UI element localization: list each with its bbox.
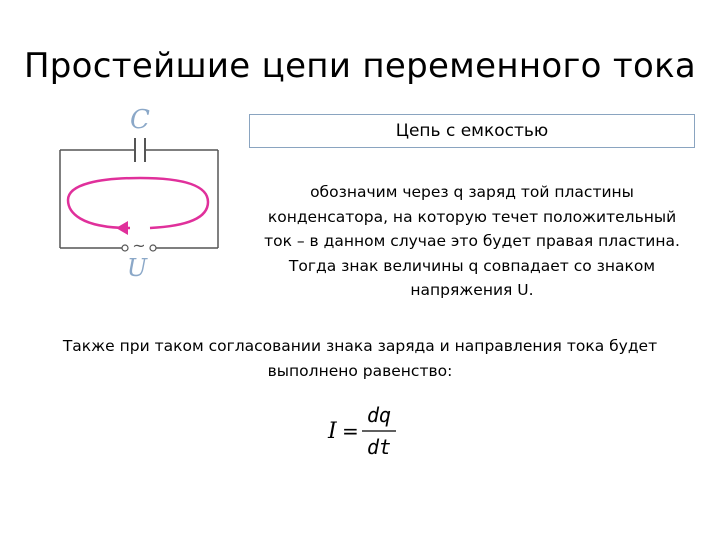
formula-numerator: dq: [366, 403, 392, 427]
current-formula: [322, 400, 402, 462]
equality-intro-paragraph: Также при таком согласовании знака заряда и направления тока будет выполнено равенство:: [62, 337, 658, 380]
slide-title: Простейшие цепи переменного тока: [23, 46, 697, 86]
current-direction-arrow: [68, 178, 208, 235]
capacitor-symbol: [135, 138, 145, 162]
explanation-paragraph: обозначим через q заряд той пластины конденсатора, на которую течет положительный ток – в данном случае это будет правая пластина. Тогда знак величины q совпадает со знаком напряжения U.: [264, 183, 680, 299]
circuit-type-box: Цепь с емкостью: [249, 114, 695, 148]
formula-denominator: dt: [366, 435, 392, 459]
circuit-wires: [60, 150, 218, 248]
formula-equals: =: [342, 419, 359, 443]
ac-source-symbol: [122, 236, 156, 255]
formula-lhs: I: [328, 419, 337, 444]
capacitor-label: C: [130, 105, 150, 135]
voltage-label: U: [126, 254, 148, 282]
ac-tilde: ~: [132, 236, 146, 255]
capacitor-circuit-diagram: [50, 100, 230, 290]
